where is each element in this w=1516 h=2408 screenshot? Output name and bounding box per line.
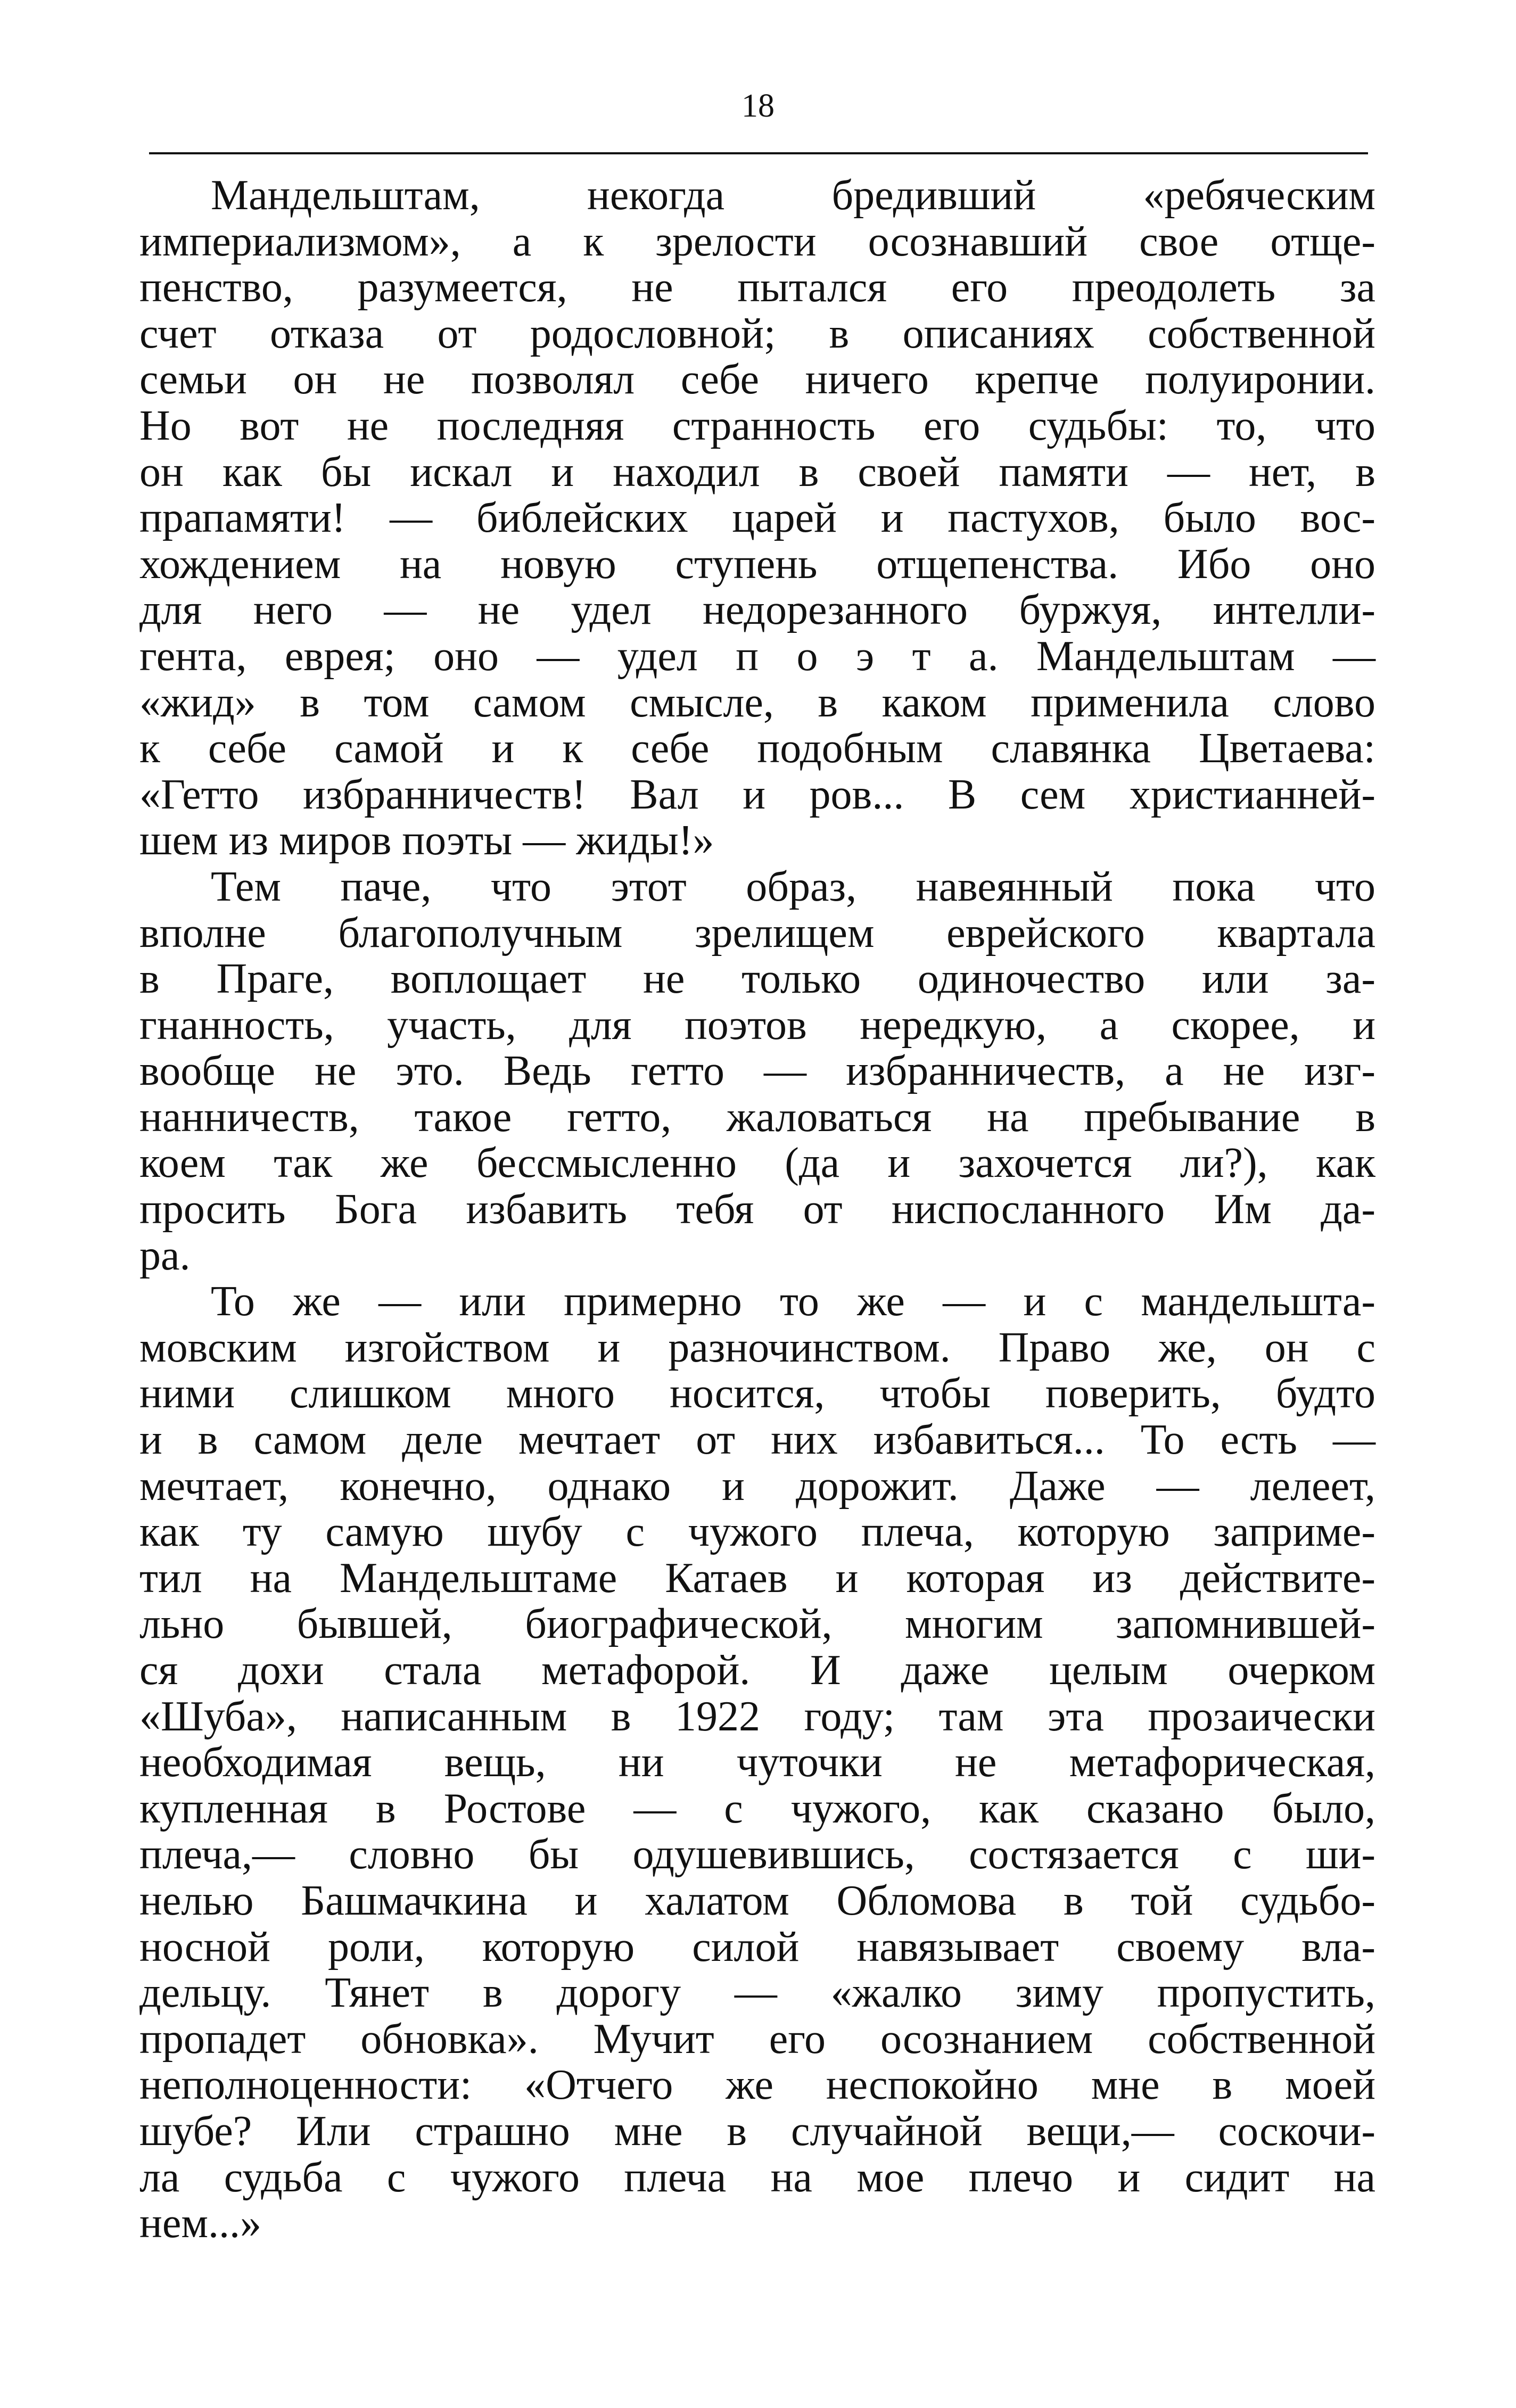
text-line: ра.: [139, 1232, 191, 1279]
text-line: мовским изгойством и разночинством. Право же, он с: [139, 1324, 1375, 1371]
text-line: пенство, разумеется, не пытался его преодолеть за: [139, 264, 1375, 311]
text-line: шубе? Или страшно мне в случайной вещи,— соскочи-: [139, 2107, 1375, 2155]
text-line: шем из миров поэты — жиды!»: [139, 817, 714, 864]
text-line: Тем паче, что этот образ, навеянный пока что: [211, 863, 1375, 910]
text-line: льно бывшей, биографической, многим запомнившей-: [139, 1601, 1375, 1648]
text-line: Мандельштам, некогда бредивший «ребяческим: [211, 172, 1375, 219]
text-line: «Гетто избранничеств! Вал и ров... В сем христианней-: [139, 771, 1375, 818]
text-line: гнанность, участь, для поэтов нередкую, а скорее, и: [139, 1001, 1375, 1049]
text-line: необходимая вещь, ни чуточки не метафорическая,: [139, 1739, 1375, 1786]
text-line: То же — или примерно то же — и с мандельшта-: [211, 1278, 1375, 1325]
text-line: ними слишком много носится, чтобы поверить, будто: [139, 1370, 1375, 1417]
text-line: прапамяти! — библейских царей и пастухов, было вос-: [139, 494, 1375, 542]
text-line: ся дохи стала метафорой. И даже целым очерком: [139, 1647, 1375, 1694]
text-line: «жид» в том самом смысле, в каком применила слово: [139, 679, 1375, 726]
text-line: мечтает, конечно, однако и дорожит. Даже — лелеет,: [139, 1462, 1375, 1510]
text-line: нем...»: [139, 2200, 261, 2247]
text-line: нанничеств, такое гетто, жаловаться на пребывание в: [139, 1093, 1375, 1141]
header-rule: [149, 152, 1368, 154]
text-line: «Шуба», написанным в 1922 году; там эта прозаически: [139, 1693, 1375, 1740]
text-line: Но вот не последняя странность его судьбы: то, что: [139, 402, 1375, 449]
text-line: он как бы искал и находил в своей памяти — нет, в: [139, 448, 1375, 496]
text-line: пропадет обновка». Мучит его осознанием собственной: [139, 2015, 1375, 2063]
text-line: как ту самую шубу с чужого плеча, которую заприме-: [139, 1508, 1375, 1556]
text-line: вообще не это. Ведь гетто — избранничеств, а не изг-: [139, 1048, 1375, 1095]
text-line: тил на Мандельштаме Катаев и которая из действите-: [139, 1554, 1375, 1602]
page-number: 18: [741, 88, 775, 124]
text-line: в Праге, воплощает не только одиночество или за-: [139, 955, 1375, 1003]
text-line: для него — не удел недорезанного буржуя, интелли-: [139, 587, 1375, 634]
text-line: дельцу. Тянет в дорогу — «жалко зиму пропустить,: [139, 1969, 1375, 2017]
text-line: хождением на новую ступень отщепенства. Ибо оно: [139, 540, 1375, 588]
text-line: к себе самой и к себе подобным славянка Цветаева:: [139, 725, 1375, 772]
text-line: неполноценности: «Отчего же неспокойно мне в моей: [139, 2061, 1375, 2109]
text-line: купленная в Ростове — с чужого, как сказано было,: [139, 1785, 1375, 1832]
text-line: вполне благополучным зрелищем еврейского квартала: [139, 909, 1375, 956]
body-text: [139, 172, 1375, 2247]
text-line: ла судьба с чужого плеча на мое плечо и сидит на: [139, 2154, 1375, 2201]
text-line: коем так же бессмысленно (да и захочется ли?), как: [139, 1140, 1375, 1187]
text-line: нелью Башмачкина и халатом Обломова в той судьбо-: [139, 1877, 1375, 1924]
text-line: семьи он не позволял себе ничего крепче полуиронии.: [139, 356, 1375, 403]
text-line: счет отказа от родословной; в описаниях собственной: [139, 310, 1375, 357]
text-line: гента, еврея; оно — удел п о э т а. Мандельштам —: [139, 632, 1375, 680]
text-line: плеча,— словно бы одушевившись, состязается с ши-: [139, 1831, 1375, 1878]
text-line: носной роли, которую силой навязывает своему вла-: [139, 1923, 1375, 1970]
text-line: просить Бога избавить тебя от ниспосланного Им да-: [139, 1186, 1375, 1233]
text-line: империализмом», а к зрелости осознавший свое отще-: [139, 218, 1375, 265]
text-line: и в самом деле мечтает от них избавиться... То есть —: [139, 1416, 1375, 1464]
